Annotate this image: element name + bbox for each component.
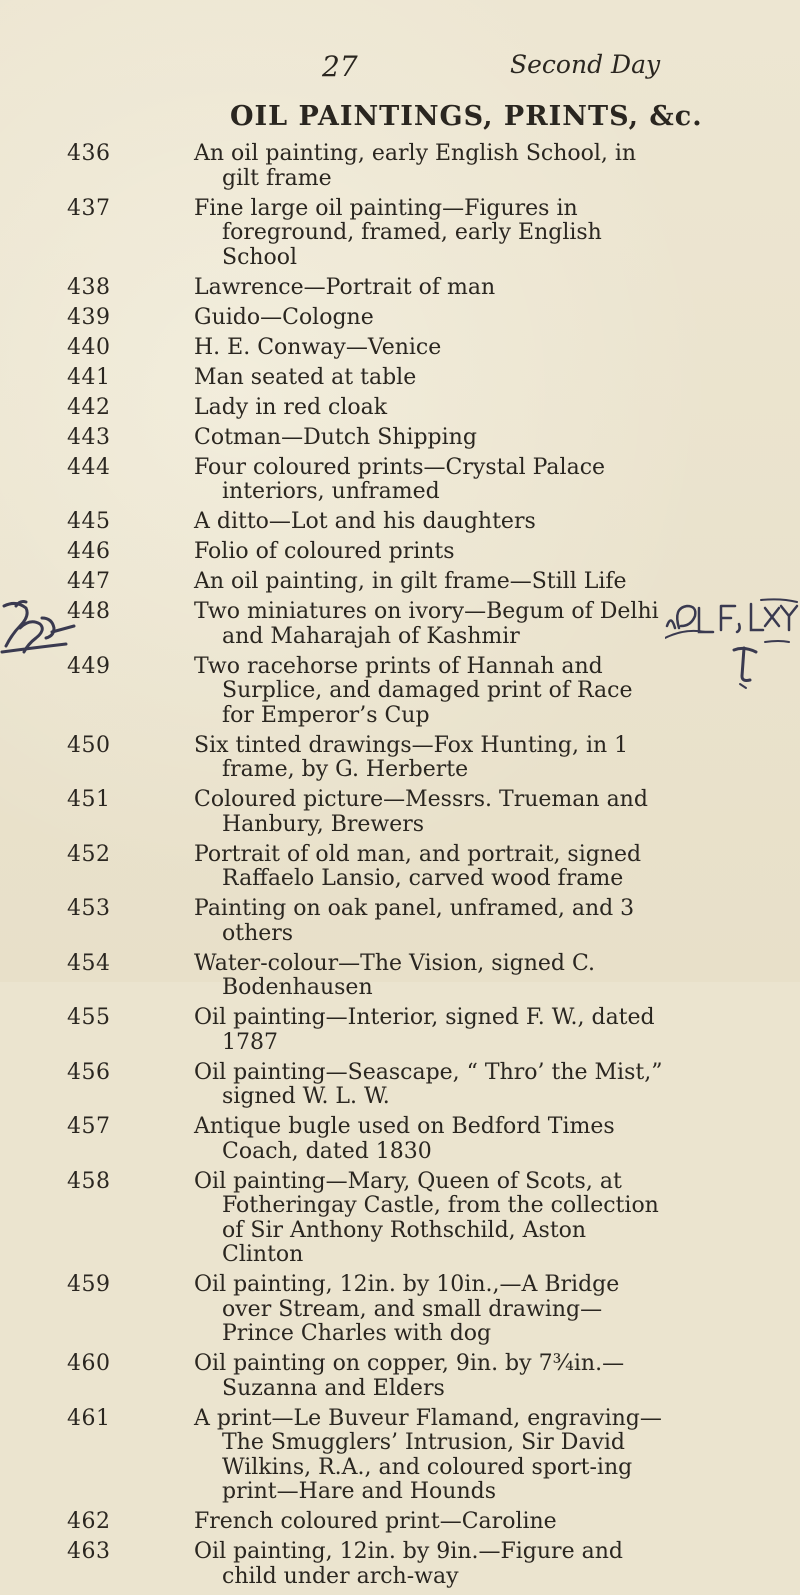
- lot-description: Six tinted drawings—Fox Hunting, in 1 frame, by G. Herberte: [194, 732, 629, 782]
- lot-description: Two miniatures on ivory—Begum of Delhi and Maharajah of Kashmir: [194, 599, 659, 649]
- lot-description: Oil painting, 12in. by 9in.—Figure and child under arch-way: [194, 1539, 623, 1589]
- lot-entry: [0, 366, 800, 391]
- lot-entry: [0, 1061, 800, 1110]
- lot-entry: [0, 1006, 800, 1055]
- section-title: OIL PAINTINGS, PRINTS, &c.: [230, 101, 703, 132]
- lot-entry: [0, 788, 800, 837]
- lot-number: 455: [67, 1005, 111, 1030]
- lot-entry: [0, 197, 800, 271]
- lot-description: Two racehorse prints of Hannah and Surplice, and damaged print of Race for Emperor’s Cup: [194, 653, 633, 728]
- lot-entry: [0, 1273, 800, 1347]
- lot-number: 462: [67, 1509, 111, 1534]
- lot-entry: [0, 336, 800, 361]
- lot-number: 446: [67, 539, 111, 564]
- lot-number: 454: [67, 950, 111, 976]
- lot-entry: [0, 276, 800, 301]
- lot-number: 436: [67, 141, 111, 166]
- lot-entry: [0, 843, 800, 892]
- lot-description: Folio of coloured prints: [194, 539, 455, 564]
- lot-entry: [0, 1407, 800, 1505]
- lot-number: 440: [67, 334, 111, 360]
- lot-entry: [0, 306, 800, 331]
- lot-description: A print—Le Buveur Flamand, engraving—The Smugglers’ Intrusion, Sir David Wilkins, R.A., and coloured sport-ing print—Hare and Hounds: [194, 1405, 662, 1504]
- lot-description: Oil painting on copper, 9in. by 7¾in.—Suzanna and Elders: [194, 1351, 625, 1401]
- lot-description: Cotman—Dutch Shipping: [194, 424, 477, 450]
- lot-entry: [0, 952, 800, 1001]
- lot-description: An oil painting, in gilt frame—Still Life: [194, 569, 627, 594]
- lot-number: 451: [67, 787, 111, 812]
- lot-entry: [0, 426, 800, 451]
- lot-number: 437: [67, 195, 111, 221]
- lot-number: 457: [67, 1114, 111, 1139]
- lot-description: Fine large oil painting—Figures in foreground, framed, early English School: [194, 195, 602, 270]
- lot-description: Guido—Cologne: [194, 304, 374, 330]
- lot-entry: [0, 540, 800, 565]
- lot-number: 458: [67, 1168, 111, 1194]
- lot-entry: [0, 456, 800, 505]
- lot-entry: [0, 510, 800, 535]
- lot-description: Coloured picture—Messrs. Trueman and Hanbury, Brewers: [194, 787, 648, 837]
- lot-description: Man seated at table: [194, 364, 417, 390]
- lot-description: Portrait of old man, and portrait, signed Raffaelo Lansio, carved wood frame: [194, 841, 642, 891]
- lot-number: 450: [67, 732, 111, 758]
- lot-description: Four coloured prints—Crystal Palace interiors, unframed: [194, 454, 606, 504]
- lot-entry: [0, 1352, 800, 1401]
- lot-entry: [0, 570, 800, 595]
- lot-description: Lady in red cloak: [194, 394, 388, 420]
- lot-description: An oil painting, early English School, in gilt frame: [194, 141, 637, 191]
- lot-description: H. E. Conway—Venice: [194, 334, 442, 360]
- lot-number: 449: [67, 653, 111, 679]
- lot-entry: [0, 1510, 800, 1535]
- page-number: 27: [322, 50, 358, 83]
- lot-entry: [0, 1170, 800, 1268]
- day-label: Second Day: [510, 50, 661, 79]
- lot-number: 441: [67, 364, 111, 390]
- lot-number: 448: [67, 599, 111, 624]
- lot-number: 452: [67, 841, 111, 867]
- lot-description: Oil painting—Mary, Queen of Scots, at Fotheringay Castle, from the collection of Sir Anthony Rothschild, Aston Clinton: [194, 1168, 659, 1267]
- lot-description: A ditto—Lot and his daughters: [194, 509, 536, 534]
- lot-entry: [0, 655, 800, 729]
- lot-number: 447: [67, 569, 111, 594]
- handwritten-mark-left: [0, 598, 80, 658]
- lot-description: French coloured print—Caroline: [194, 1509, 557, 1534]
- page-header: [270, 50, 661, 90]
- lot-number: 444: [67, 454, 111, 480]
- lot-number: 460: [67, 1351, 111, 1376]
- lot-description: Lawrence—Portrait of man: [194, 274, 496, 300]
- lot-number: 463: [67, 1539, 111, 1564]
- lot-number: 456: [67, 1059, 111, 1085]
- lot-entry: [0, 897, 800, 946]
- lot-number: 453: [67, 896, 111, 921]
- lot-description: Oil painting, 12in. by 10in.,—A Bridge over Stream, and small drawing—Prince Charles with dog: [194, 1272, 620, 1346]
- lot-description: Oil painting—Seascape, “ Thro’ the Mist,” signed W. L. W.: [194, 1059, 663, 1109]
- lot-description: Antique bugle used on Bedford Times Coach, dated 1830: [194, 1114, 615, 1164]
- lot-entry: [0, 142, 800, 191]
- lot-entry: [0, 734, 800, 783]
- lot-number: 438: [67, 274, 111, 300]
- lot-entry: [0, 1115, 800, 1164]
- lot-description: Painting on oak panel, unframed, and 3 others: [194, 896, 635, 946]
- lot-description: Water-colour—The Vision, signed C. Bodenhausen: [194, 950, 595, 1000]
- lot-number: 459: [67, 1272, 111, 1297]
- lot-number: 443: [67, 424, 111, 450]
- lot-entry: [0, 396, 800, 421]
- lot-list: [0, 142, 800, 1595]
- lot-number: 439: [67, 304, 111, 330]
- lot-number: 445: [67, 509, 111, 534]
- lot-number: 442: [67, 394, 111, 420]
- lot-number: 461: [67, 1405, 111, 1431]
- handwritten-mark-t: [720, 640, 780, 690]
- lot-entry: [0, 1540, 800, 1589]
- lot-description: Oil painting—Interior, signed F. W., dated 1787: [194, 1005, 655, 1055]
